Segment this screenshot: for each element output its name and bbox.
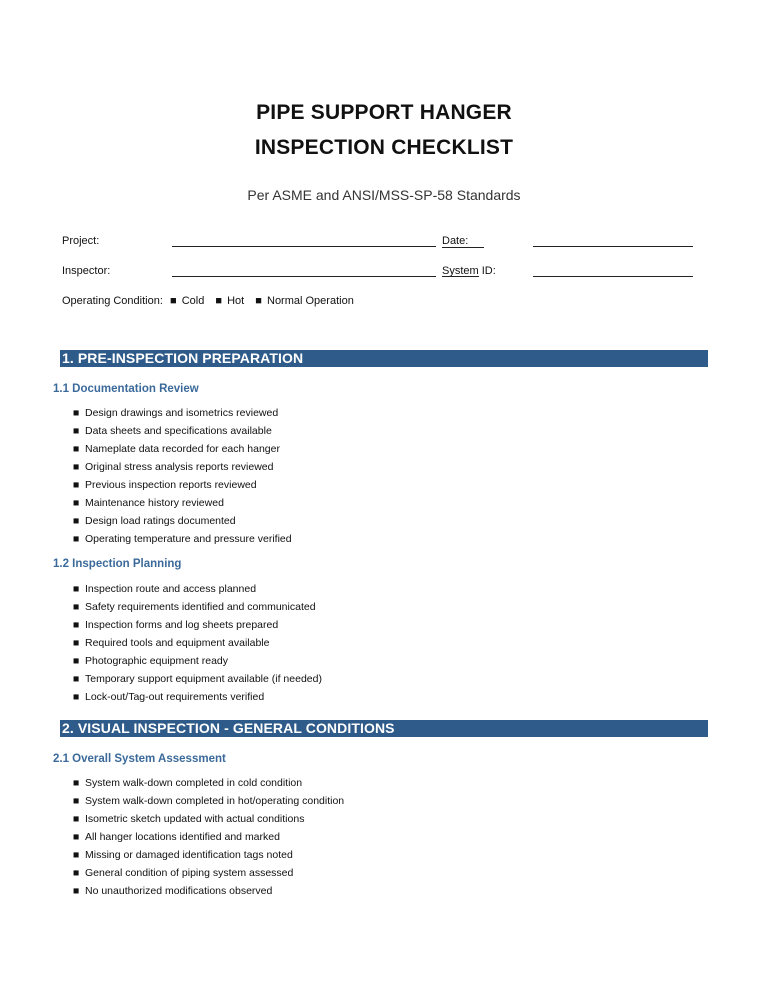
checklist-item[interactable]: ■ Isometric sketch updated with actual conditions <box>73 813 305 825</box>
checklist-item[interactable]: ■ Nameplate data recorded for each hanger <box>73 443 280 455</box>
document-subtitle: Per ASME and ANSI/MSS-SP-58 Standards <box>247 187 521 203</box>
checklist-item[interactable]: ■ Required tools and equipment available <box>73 637 270 649</box>
document-title-line-1: PIPE SUPPORT HANGER <box>256 101 512 124</box>
checklist-item[interactable]: ■ Maintenance history reviewed <box>73 497 224 509</box>
checklist-item[interactable]: ■ Temporary support equipment available (if needed) <box>73 673 322 685</box>
checkbox-hot[interactable]: ■ <box>215 295 223 307</box>
checkbox-normal-operation[interactable]: ■ <box>255 295 262 307</box>
checkbox-icon[interactable]: ■ <box>73 583 80 595</box>
subsection-title-1-1: 1.1 Documentation Review <box>53 383 199 395</box>
option-normal-operation: Normal Operation <box>267 295 354 307</box>
checkbox-icon[interactable]: ■ <box>73 831 80 843</box>
system-id-label: System ID: <box>442 265 496 277</box>
section-header-2: 2. VISUAL INSPECTION - GENERAL CONDITIONS <box>60 720 708 737</box>
subsection-title-2-1: 2.1 Overall System Assessment <box>53 753 226 765</box>
checklist-item[interactable]: ■ Safety requirements identified and communicated <box>73 601 316 613</box>
inspector-field[interactable] <box>172 276 436 277</box>
checkbox-icon[interactable]: ■ <box>73 515 80 527</box>
checklist-item[interactable]: ■ Inspection route and access planned <box>73 583 257 595</box>
system-id-field[interactable] <box>533 276 693 277</box>
date-field[interactable] <box>533 246 693 247</box>
checklist-item[interactable]: ■ Missing or damaged identification tags noted <box>73 849 293 861</box>
checkbox-icon[interactable]: ■ <box>73 849 80 861</box>
operating-condition-row <box>62 295 354 307</box>
checklist-item[interactable]: ■ General condition of piping system assessed <box>73 867 294 879</box>
checkbox-icon[interactable]: ■ <box>73 533 80 545</box>
subsection-title-1-2: 1.2 Inspection Planning <box>53 558 182 570</box>
checkbox-icon[interactable]: ■ <box>73 673 80 685</box>
checklist-item[interactable]: ■ System walk-down completed in cold condition <box>73 777 303 789</box>
section-header-1: 1. PRE-INSPECTION PREPARATION <box>60 350 708 367</box>
checklist-item[interactable]: ■ System walk-down completed in hot/operating condition <box>73 795 345 807</box>
checklist-item[interactable]: ■ Previous inspection reports reviewed <box>73 479 257 491</box>
checkbox-icon[interactable]: ■ <box>73 691 80 703</box>
checkbox-icon[interactable]: ■ <box>73 601 80 613</box>
checkbox-icon[interactable]: ■ <box>73 655 80 667</box>
date-label: Date: <box>442 235 484 248</box>
checkbox-icon[interactable]: ■ <box>73 443 80 455</box>
checkbox-icon[interactable]: ■ <box>73 497 80 509</box>
checkbox-icon[interactable]: ■ <box>73 425 80 437</box>
inspector-label: Inspector: <box>62 265 111 277</box>
checkbox-icon[interactable]: ■ <box>73 461 80 473</box>
checklist-item[interactable]: ■ Inspection forms and log sheets prepared <box>73 619 279 631</box>
checklist-item[interactable]: ■ Photographic equipment ready <box>73 655 229 667</box>
option-cold: Cold <box>181 295 205 307</box>
checkbox-icon[interactable]: ■ <box>73 777 80 789</box>
checkbox-icon[interactable]: ■ <box>73 479 80 491</box>
checklist-item[interactable]: ■ Design load ratings documented <box>73 515 236 527</box>
project-field[interactable] <box>172 246 436 247</box>
checkbox-icon[interactable]: ■ <box>73 795 80 807</box>
project-label: Project: <box>62 235 100 247</box>
checklist-item[interactable]: ■ Data sheets and specifications available <box>73 425 272 437</box>
checklist-item[interactable]: ■ All hanger locations identified and marked <box>73 831 280 843</box>
checkbox-icon[interactable]: ■ <box>73 813 80 825</box>
checklist-item[interactable]: ■ Lock-out/Tag-out requirements verified <box>73 691 265 703</box>
checkbox-icon[interactable]: ■ <box>73 867 80 879</box>
checklist-item[interactable]: ■ Original stress analysis reports reviewed <box>73 461 274 473</box>
checklist-item[interactable]: ■ Design drawings and isometrics reviewed <box>73 407 279 419</box>
operating-condition-label: Operating Condition: <box>62 295 163 307</box>
checkbox-icon[interactable]: ■ <box>73 407 80 419</box>
option-hot: Hot <box>227 295 245 307</box>
checklist-item[interactable]: ■ No unauthorized modifications observed <box>73 885 273 897</box>
checkbox-icon[interactable]: ■ <box>73 637 80 649</box>
checkbox-cold[interactable]: ■ <box>169 295 177 307</box>
checkbox-icon[interactable]: ■ <box>73 619 80 631</box>
system-id-label-underline <box>442 276 479 277</box>
checklist-item[interactable]: ■ Operating temperature and pressure verified <box>73 533 292 545</box>
checkbox-icon[interactable]: ■ <box>73 885 80 897</box>
document-title-line-2: INSPECTION CHECKLIST <box>254 136 514 159</box>
